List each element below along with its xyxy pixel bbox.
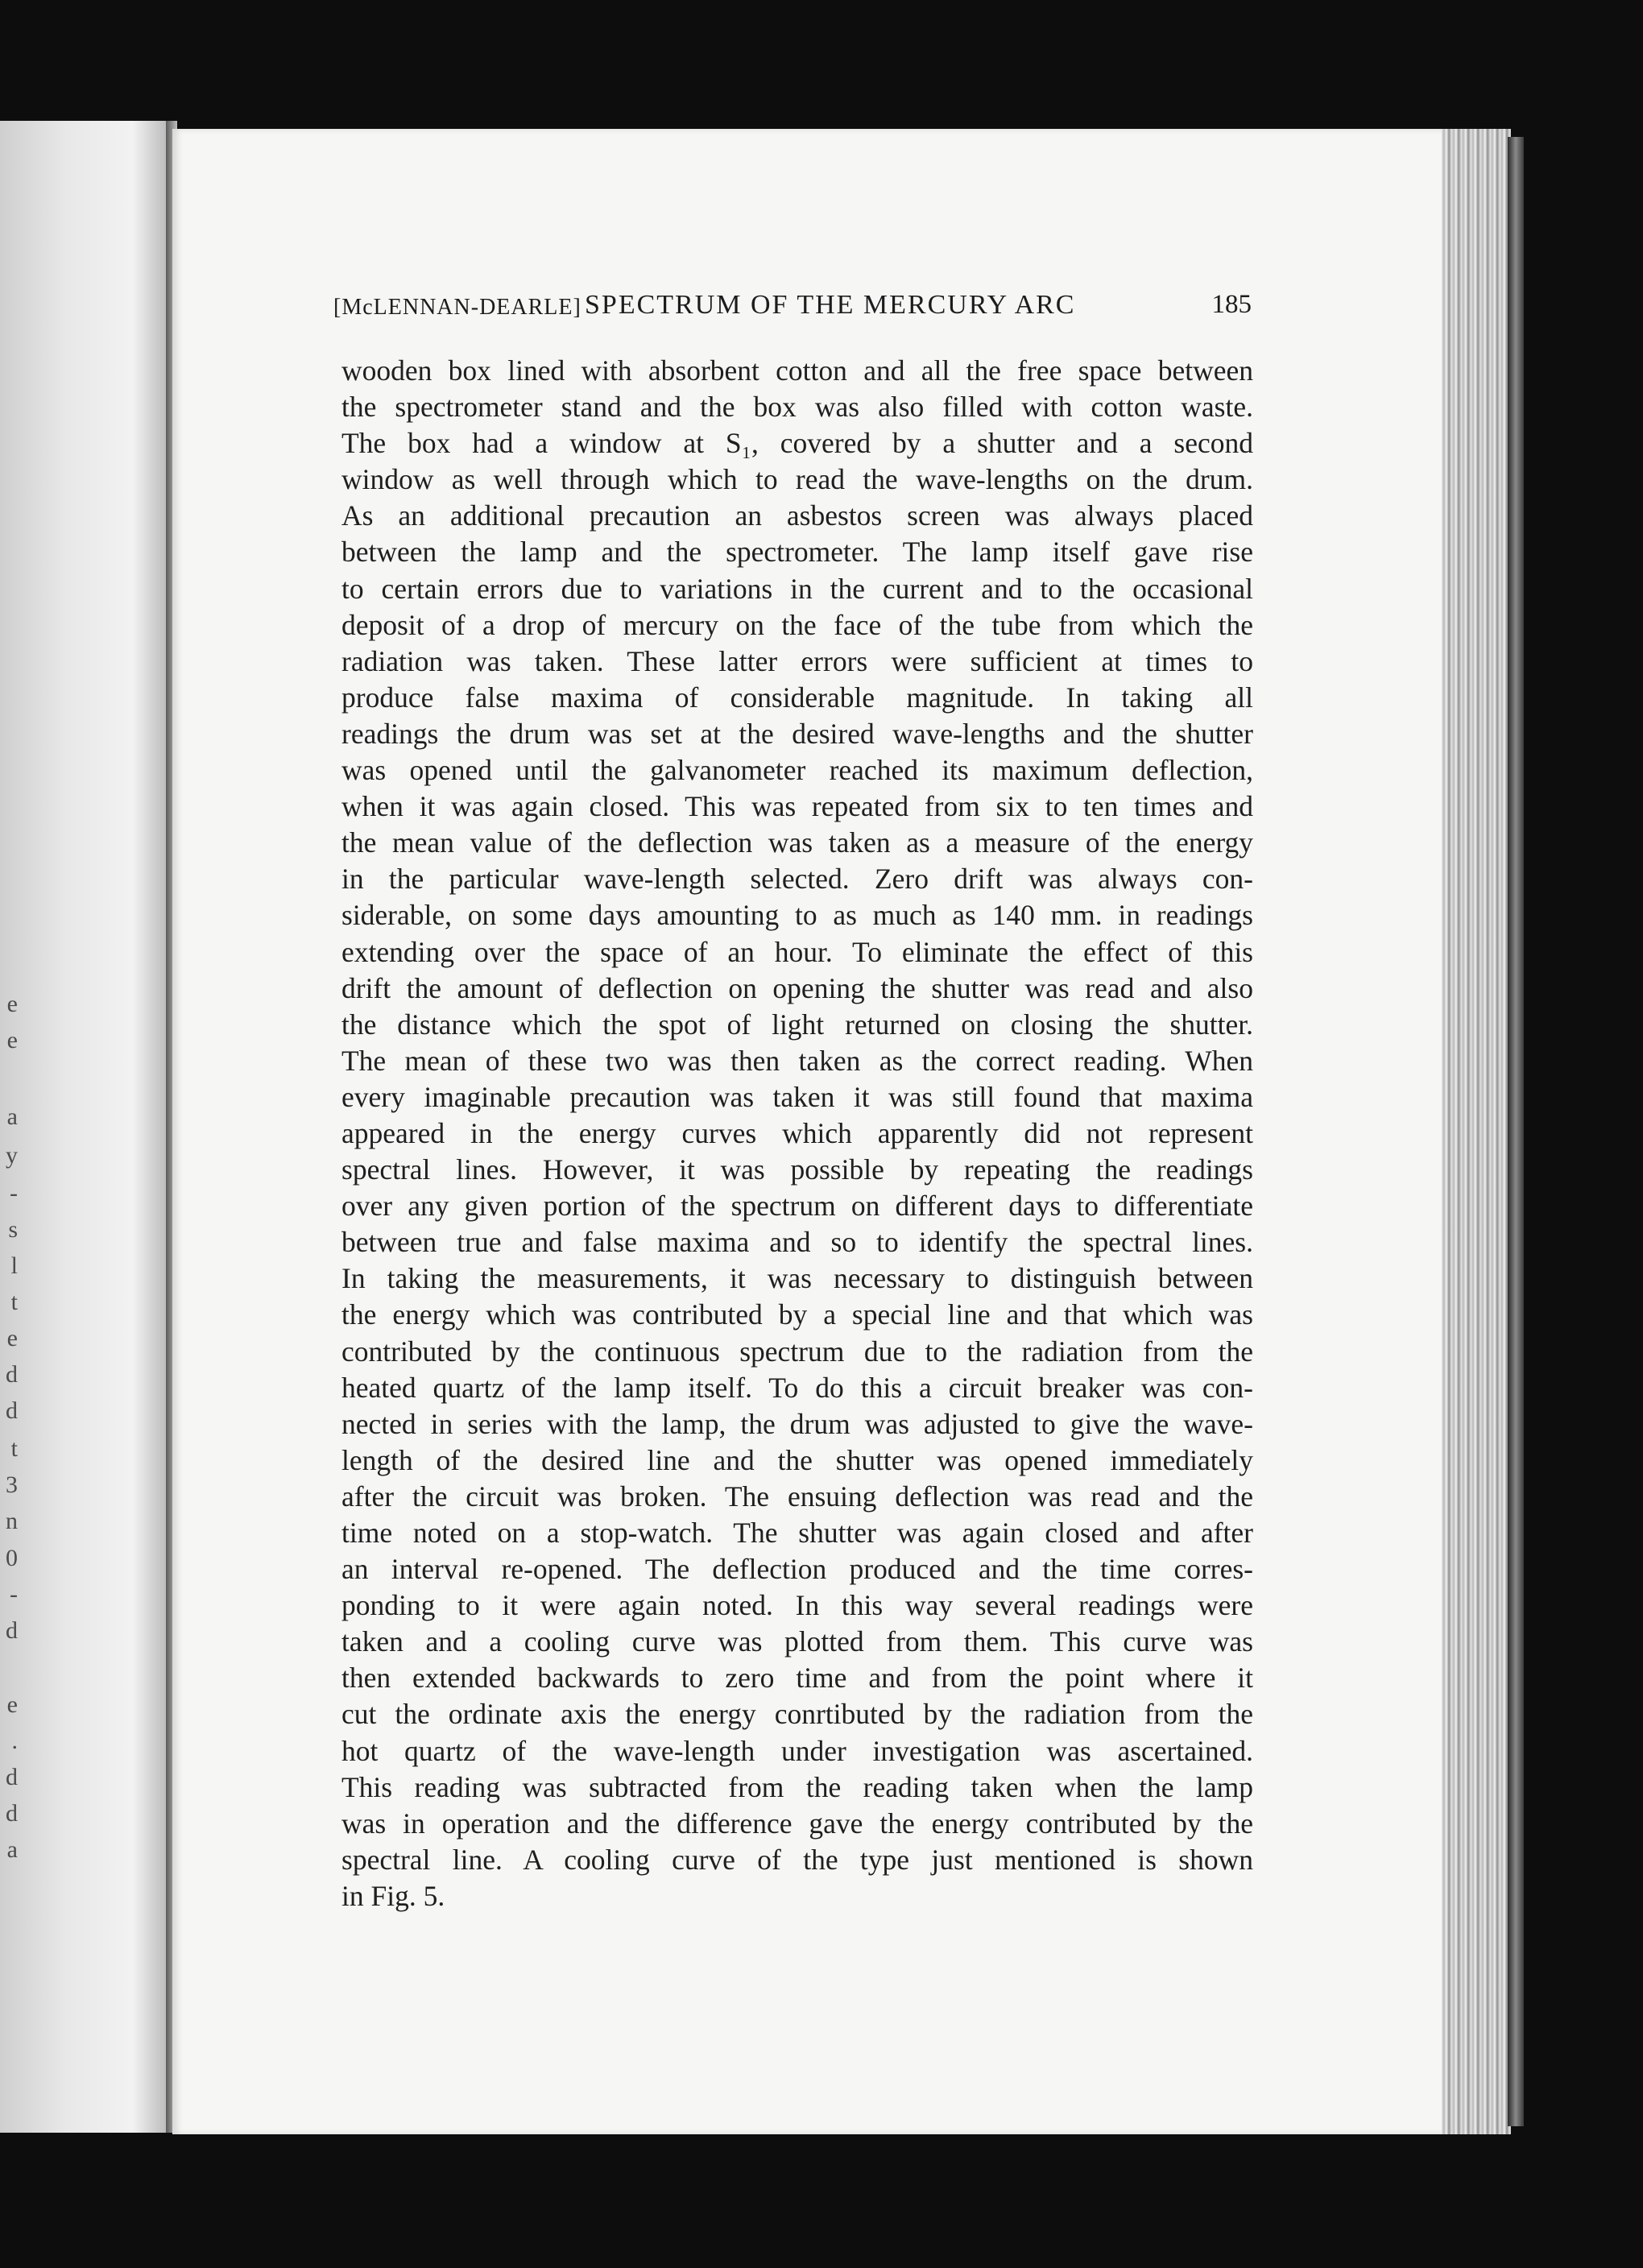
running-head-title: SPECTRUM OF THE MERCURY ARC	[585, 290, 1076, 320]
text-line: over any given portion of the spectrum on different days to differentiate	[341, 1190, 1253, 1223]
book-cover-edge	[1508, 137, 1524, 2126]
edge-letter: d	[6, 1800, 18, 1827]
edge-letter: e	[6, 991, 18, 1017]
text-line: appeared in the energy curves which apparently did not represent	[341, 1116, 1253, 1149]
text-line: produce false maxima of considerable magnitude. In taking all	[341, 681, 1253, 714]
text-line: then extended backwards to zero time and from the point where it	[341, 1662, 1253, 1695]
text-line: the mean value of the deflection was taken as a measure of the energy	[341, 826, 1253, 859]
edge-letter: e	[6, 1027, 18, 1053]
text-line: taken and a cooling curve was plotted from them. This curve was	[341, 1625, 1253, 1658]
text-line: in Fig. 5.	[341, 1879, 445, 1912]
running-head	[333, 290, 1252, 330]
text-line: extending over the space of an hour. To eliminate the effect of this	[341, 935, 1253, 968]
text-line: contributed by the continuous spectrum due to the radiation from the	[341, 1335, 1253, 1368]
text-line: after the circuit was broken. The ensuing deflection was read and the	[341, 1480, 1253, 1513]
text-line: in the particular wave-length selected. Zero drift was always con-	[341, 863, 1253, 896]
edge-letter: l	[10, 1252, 18, 1279]
edge-letter: n	[6, 1508, 18, 1534]
text-line: the spectrometer stand and the box was also filled with cotton waste.	[341, 391, 1253, 424]
text-line: cut the ordinate axis the energy conrtibuted by the radiation from the	[341, 1698, 1253, 1731]
text-line: The mean of these two was then taken as the correct reading. When	[341, 1044, 1253, 1077]
edge-letter: a	[6, 1103, 18, 1130]
edge-letter: d	[6, 1764, 18, 1790]
text-line: the distance which the spot of light returned on closing the shutter.	[341, 1008, 1253, 1041]
text-line: deposit of a drop of mercury on the face of the tube from which the	[341, 608, 1253, 641]
edge-letter: t	[10, 1435, 18, 1462]
text-line: This reading was subtracted from the reading taken when the lamp	[341, 1770, 1253, 1803]
edge-letter: -	[10, 1180, 18, 1206]
edge-letter: s	[8, 1216, 18, 1243]
text-line: wooden box lined with absorbent cotton and all the free space between	[341, 354, 1253, 387]
text-line: time noted on a stop-watch. The shutter was again closed and after	[341, 1517, 1253, 1549]
edge-letter: t	[10, 1289, 18, 1315]
text-line: heated quartz of the lamp itself. To do this a circuit breaker was con-	[341, 1371, 1253, 1404]
text-line: As an additional precaution an asbestos screen was always placed	[341, 499, 1253, 532]
text-line: ponding to it were again noted. In this way several readings were	[341, 1589, 1253, 1622]
text-line: every imaginable precaution was taken it was still found that maxima	[341, 1080, 1253, 1113]
text-line: spectral line. A cooling curve of the type just mentioned is shown	[341, 1843, 1253, 1876]
text-line: spectral lines. However, it was possible by repeating the readings	[341, 1153, 1253, 1186]
text-line: between true and false maxima and so to identify the spectral lines.	[341, 1226, 1253, 1259]
text-line: was in operation and the difference gave the energy contributed by the	[341, 1807, 1253, 1840]
running-head-authors: [McLENNAN-DEARLE]	[333, 295, 581, 320]
edge-letter: -	[10, 1581, 18, 1608]
edge-letter: e	[6, 1325, 18, 1351]
text-line: hot quartz of the wave-length under investigation was ascertained.	[341, 1734, 1253, 1767]
text-line: window as well through which to read the wave-lengths on the drum.	[341, 463, 1253, 496]
edge-letter: e	[6, 1691, 18, 1718]
text-line: readings the drum was set at the desired wave-lengths and the shutter	[341, 717, 1253, 750]
text-line: was opened until the galvanometer reached its maximum deflection,	[341, 754, 1253, 787]
text-line: an interval re-opened. The deflection produced and the time corres-	[341, 1553, 1253, 1586]
edge-letter: d	[6, 1361, 18, 1388]
text-line: The box had a window at S₁, covered by a shutter and a second	[341, 427, 1253, 460]
left-page-edge-text	[0, 121, 32, 2133]
text-line: drift the amount of deflection on opening the shutter was read and also	[341, 971, 1253, 1004]
edge-letter: a	[6, 1836, 18, 1863]
text-line: radiation was taken. These latter errors were sufficient at times to	[341, 644, 1253, 677]
text-line: to certain errors due to variations in the current and to the occasional	[341, 572, 1253, 605]
text-line: nected in series with the lamp, the drum was adjusted to give the wave-	[341, 1407, 1253, 1440]
page-number: 185	[1211, 290, 1252, 319]
page-fore-edge	[1442, 129, 1511, 2134]
edge-letter: d	[6, 1617, 18, 1644]
edge-letter: .	[11, 1728, 18, 1754]
edge-letter: 3	[6, 1471, 18, 1498]
text-line: the energy which was contributed by a special line and that which was	[341, 1298, 1253, 1331]
edge-letter: y	[6, 1142, 18, 1169]
text-line: when it was again closed. This was repeated from six to ten times and	[341, 790, 1253, 823]
edge-letter: d	[6, 1397, 18, 1424]
body-text	[341, 353, 1253, 1914]
text-line: In taking the measurements, it was necessary to distinguish between	[341, 1262, 1253, 1295]
text-line: length of the desired line and the shutter was opened immediately	[341, 1443, 1253, 1476]
edge-letter: 0	[6, 1545, 18, 1571]
facing-left-page	[0, 121, 166, 2133]
text-line: siderable, on some days amounting to as much as 140 mm. in readings	[341, 899, 1253, 932]
text-line: between the lamp and the spectrometer. The lamp itself gave rise	[341, 536, 1253, 569]
